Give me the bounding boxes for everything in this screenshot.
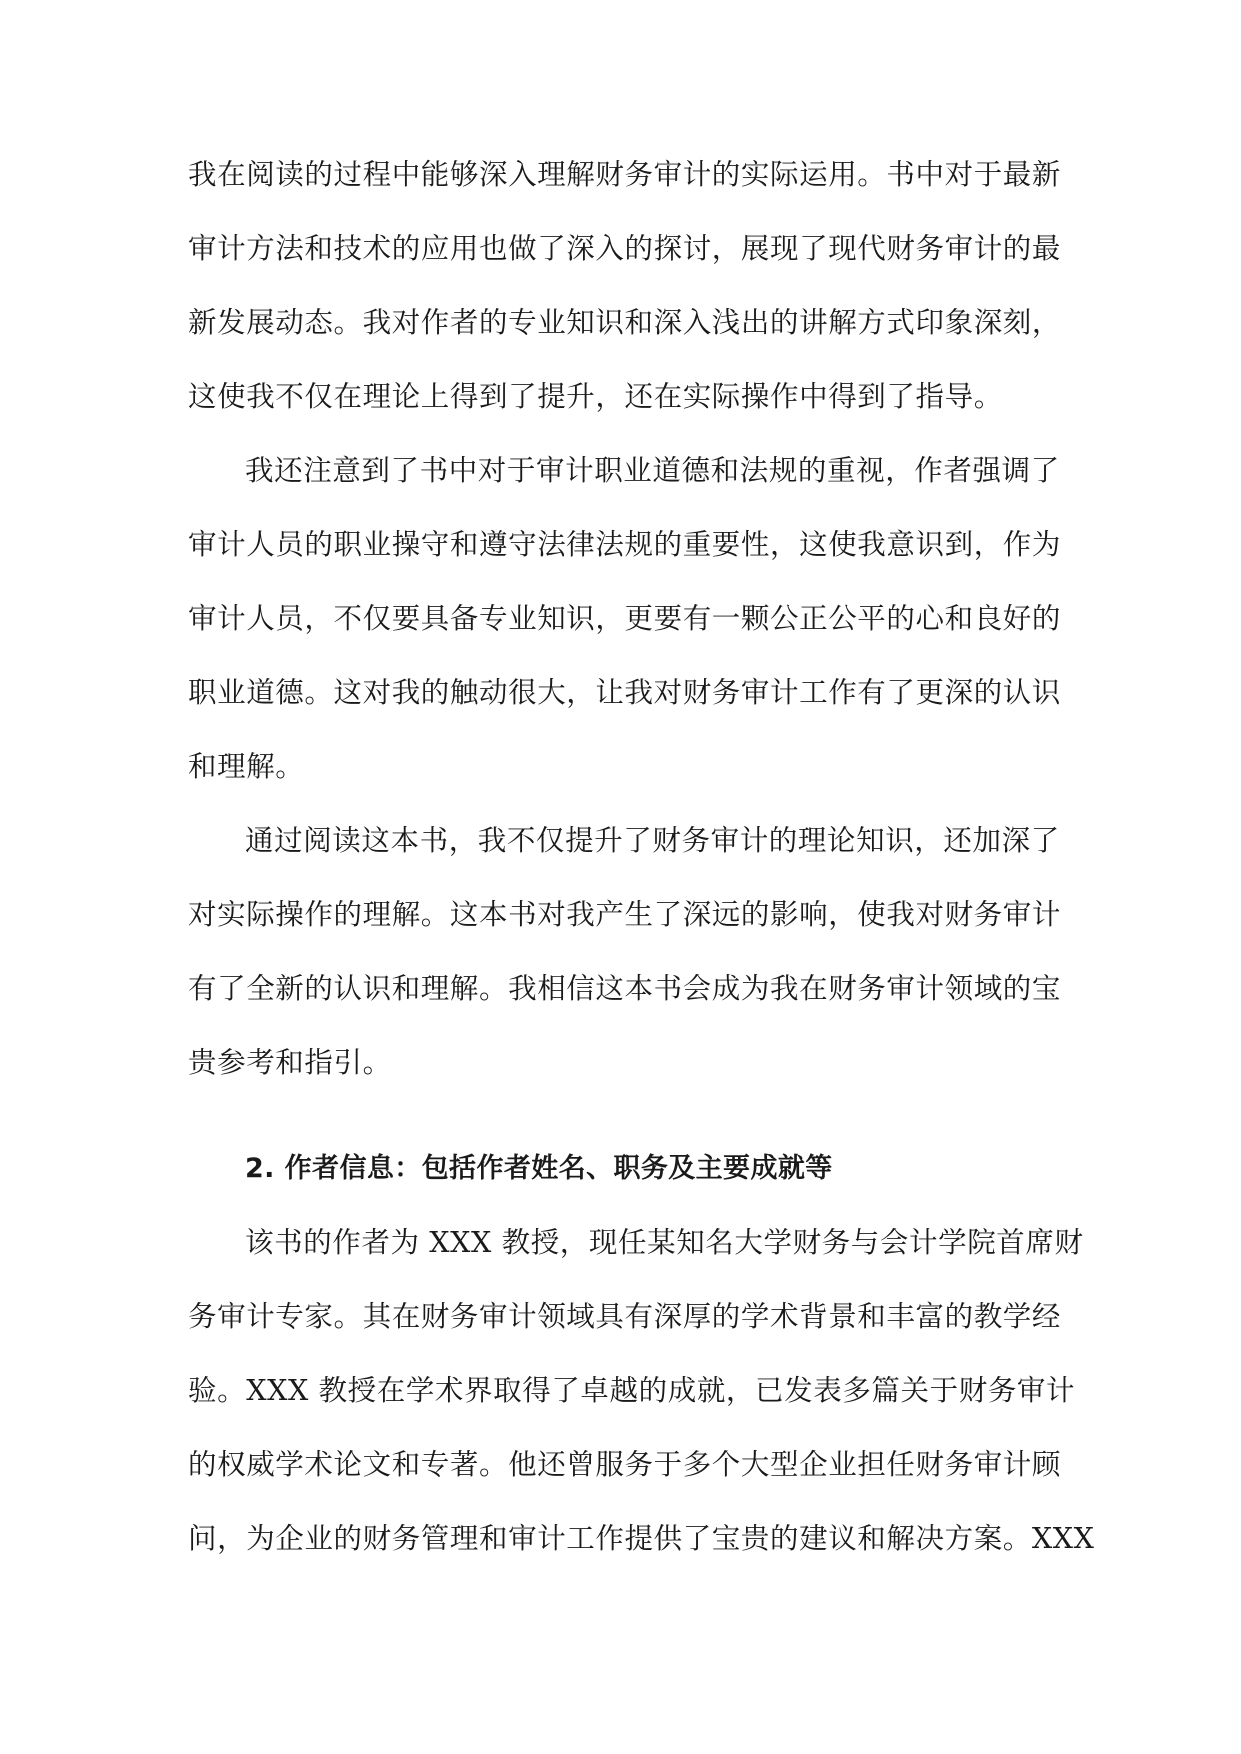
text-line: 有了全新的认识和理解。我相信这本书会成为我在财务审计领域的宝 — [188, 972, 1062, 1005]
text-line: 和理解。 — [188, 750, 305, 783]
text-line: 务审计专家。其在财务审计领域具有深厚的学术背景和丰富的教学经 — [188, 1300, 1062, 1333]
paragraph-reading-application — [188, 138, 1062, 434]
text-line: 对实际操作的理解。这本书对我产生了深远的影响，使我对财务审计 — [188, 898, 1062, 931]
section-spacer — [188, 1100, 1058, 1132]
text-line: 贵参考和指引。 — [188, 1046, 392, 1079]
text-line: 这使我不仅在理论上得到了提升，还在实际操作中得到了指导。 — [188, 380, 1003, 413]
paragraph-conclusion — [188, 804, 1062, 1100]
text-line: 我在阅读的过程中能够深入理解财务审计的实际运用。书中对于最新 — [188, 158, 1062, 191]
text-line: 该书的作者为 XXX 教授，现任某知名大学财务与会计学院首席财 — [245, 1226, 1084, 1259]
paragraph-ethics — [188, 434, 1062, 804]
text-line: 审计方法和技术的应用也做了深入的探讨，展现了现代财务审计的最 — [188, 232, 1062, 265]
section-heading: 2. 作者信息：包括作者姓名、职务及主要成就等 — [245, 1153, 833, 1184]
text-line: 新发展动态。我对作者的专业知识和深入浅出的讲解方式印象深刻， — [188, 306, 1062, 339]
text-line: 通过阅读这本书，我不仅提升了财务审计的理论知识，还加深了 — [245, 824, 1060, 857]
text-line: 的权威学术论文和专著。他还曾服务于多个大型企业担任财务审计顾 — [188, 1448, 1062, 1481]
text-line: 职业道德。这对我的触动很大，让我对财务审计工作有了更深的认识 — [188, 676, 1062, 709]
document-body — [188, 138, 1095, 1576]
paragraph-author-info — [188, 1206, 1095, 1576]
text-line: 审计人员的职业操守和遵守法律法规的重要性，这使我意识到，作为 — [188, 528, 1062, 561]
text-line: 问，为企业的财务管理和审计工作提供了宝贵的建议和解决方案。XXX — [188, 1522, 1095, 1555]
text-line: 我还注意到了书中对于审计职业道德和法规的重视，作者强调了 — [245, 454, 1060, 487]
text-line: 验。XXX 教授在学术界取得了卓越的成就，已发表多篇关于财务审计 — [188, 1374, 1076, 1407]
text-line: 审计人员，不仅要具备专业知识，更要有一颗公正公平的心和良好的 — [188, 602, 1062, 635]
